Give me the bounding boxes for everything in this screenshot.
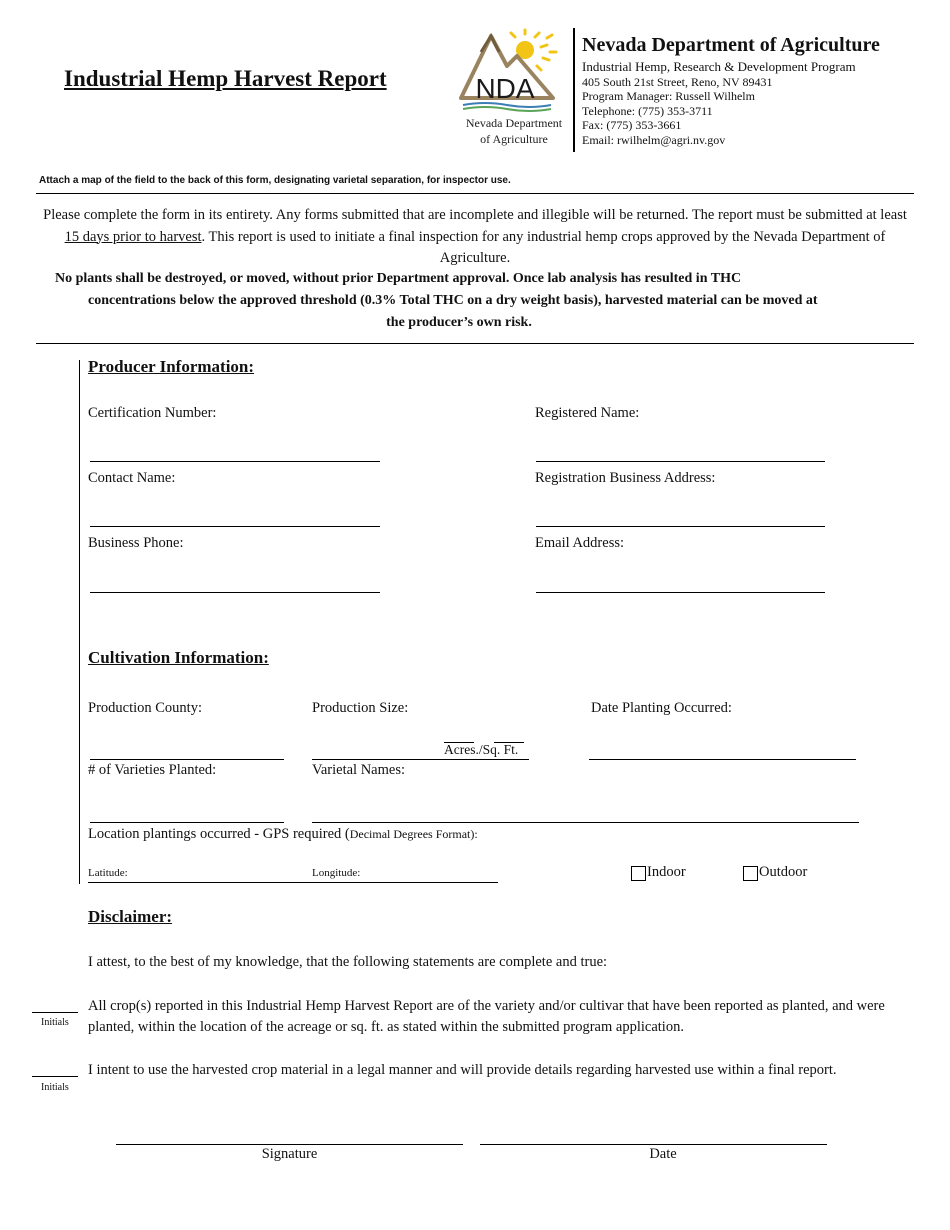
indoor-checkbox[interactable] [631,866,646,881]
agency-email[interactable]: Email: rwilhelm@agri.nv.gov [582,132,726,147]
gps-format-note: Decimal Degrees Format): [349,827,478,841]
production-size-label: Production Size: [312,700,409,716]
longitude-label: Longitude: [312,867,361,879]
registered-name-field[interactable] [536,461,825,462]
production-county-label: Production County: [88,700,202,716]
disclaimer-statement-1: All crop(s) reported in this Industrial Hemp Harvest Report are of the variety and/or cultivar that have been reported as planted, and were planted, within the location of the acreage or sq. ft. as stated within the submitted program application. [88,998,885,1035]
outdoor-checkbox[interactable] [743,866,758,881]
approval-notice-line3: the producer’s own risk. [386,315,532,330]
form-title: Industrial Hemp Harvest Report [64,66,387,91]
varieties-planted-field[interactable] [90,822,284,823]
varieties-planted-label: # of Varieties Planted: [88,762,217,778]
disclaimer-statement-2: I intent to use the harvested crop material in a legal manner and will provide details regarding harvested use within a final report. [88,1062,837,1078]
logo-caption-line2: of Agriculture [480,132,548,146]
agency-contact-block [582,60,856,147]
contact-name-label: Contact Name: [88,470,176,486]
signature-label: Signature [261,1146,318,1162]
certification-number-field[interactable] [90,461,380,462]
initials-field-2[interactable] [32,1076,78,1077]
acres-sqft-unit: Acres./Sq. Ft. [444,742,519,757]
logo-text: NDA [475,73,535,104]
approval-notice-line2: concentrations below the approved threshold (0.3% Total THC on a dry weight basis), harvested material can be moved at [88,293,818,308]
latitude-label: Latitude: [88,867,128,879]
date-planting-field[interactable] [589,759,856,760]
program-manager: Program Manager: Russell Wilhelm [582,89,755,103]
agency-fax: Fax: (775) 353-3661 [582,118,682,132]
divider-top [36,193,914,194]
signature-field[interactable] [116,1144,463,1145]
intro-part1: Please complete the form in its entirety. Any forms submitted that are incomplete and illegible will be returned. The report must be submitted at least [43,207,907,223]
gps-location-label [88,826,478,843]
section-left-rule [79,360,80,884]
logo-caption [455,115,573,147]
date-field[interactable] [480,1144,827,1145]
disclaimer-heading: Disclaimer: [88,907,173,926]
approval-notice-line1: No plants shall be destroyed, or moved, without prior Department approval. Once lab analysis has resulted in THC [55,271,742,286]
email-address-label: Email Address: [535,535,625,551]
initials-label-1: Initials [41,1017,69,1028]
indoor-label: Indoor [647,864,686,880]
divider-bottom [36,343,914,344]
business-phone-label: Business Phone: [88,535,184,551]
varietal-names-label: Varietal Names: [312,762,406,778]
intro-part2: . This report is used to initiate a final inspection for any industrial hemp crops approved by the Nevada Department of Agriculture. [201,228,886,266]
production-county-field[interactable] [90,759,284,760]
header-divider [573,28,575,152]
date-planting-label: Date Planting Occurred: [591,700,732,716]
agency-telephone: Telephone: (775) 353-3711 [582,103,713,118]
initials-label-2: Initials [41,1082,69,1093]
sun-icon [511,30,556,70]
gps-coordinates-field[interactable] [88,882,498,883]
water-icon [463,103,551,111]
cultivation-heading: Cultivation Information: [88,648,269,667]
production-size-field[interactable] [312,759,529,760]
agency-name: Nevada Department of Agriculture [582,34,880,56]
program-name: Industrial Hemp, Research & Development Program [582,59,856,74]
business-phone-field[interactable] [90,592,380,593]
logo-caption-line1: Nevada Department [465,116,563,130]
producer-heading: Producer Information: [88,357,255,376]
attest-statement: I attest, to the best of my knowledge, that the following statements are complete and true: [88,954,608,970]
gps-location-main: Location plantings occurred - GPS required ( [88,826,350,842]
agency-address: 405 South 21st Street, Reno, NV 89431 [582,74,773,89]
initials-field-1[interactable] [32,1012,78,1013]
intro-paragraph [37,205,913,270]
business-address-field[interactable] [536,526,825,527]
attach-map-note: Attach a map of the field to the back of this form, designating varietal separation, for inspector use. [39,175,511,186]
date-label: Date [649,1146,677,1162]
registered-name-label: Registered Name: [535,405,640,421]
email-address-field[interactable] [536,592,825,593]
intro-deadline: 15 days prior to harvest [64,228,202,245]
varietal-names-field[interactable] [312,822,859,823]
business-address-label: Registration Business Address: [535,470,716,486]
outdoor-label: Outdoor [759,864,808,880]
approval-notice [55,268,923,334]
certification-number-label: Certification Number: [88,405,217,421]
contact-name-field[interactable] [90,526,380,527]
